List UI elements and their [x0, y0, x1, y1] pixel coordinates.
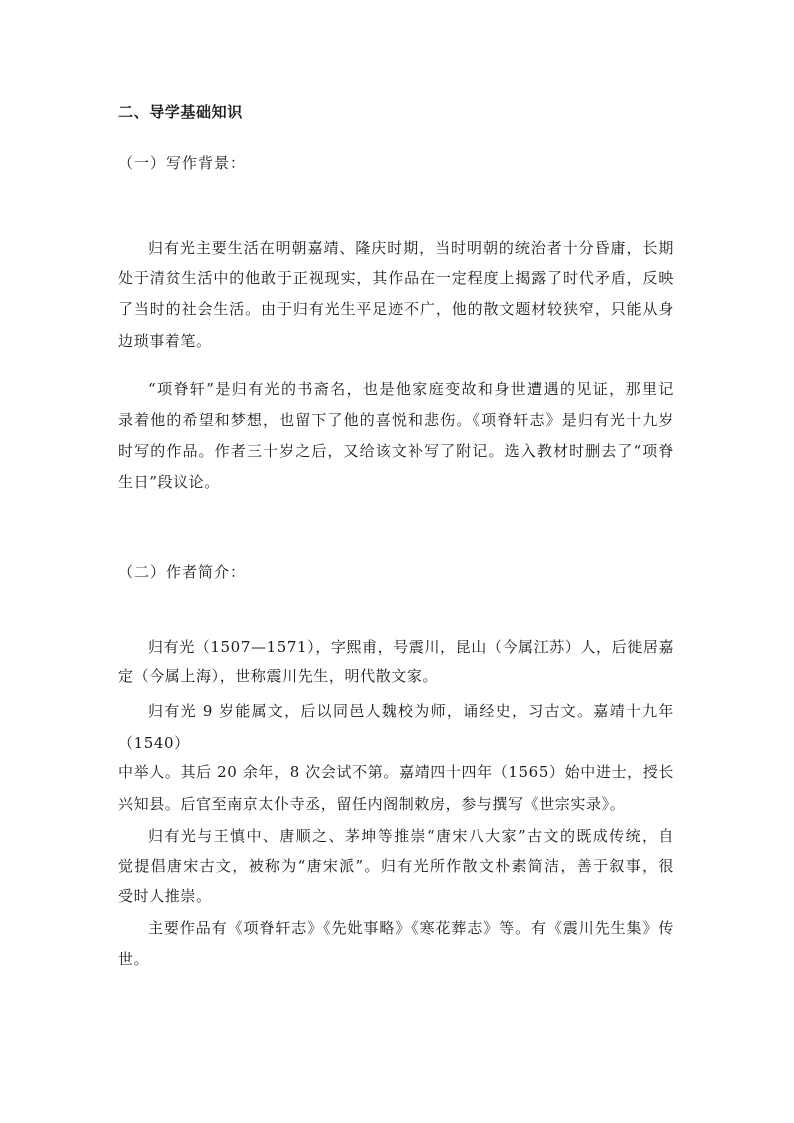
author-para2-line2: （1540）: [118, 734, 190, 752]
background-para1-line1: 归有光主要生活在明朝嘉靖、隆庆时期，当时明朝的统治者十分昏庸，长期: [148, 239, 674, 257]
background-para1-line4: 边琐事着笔。: [118, 332, 212, 350]
subsection-heading-author: （二）作者简介：: [118, 563, 247, 581]
background-para2-line4: 生日”段议论。: [118, 473, 220, 491]
section-heading: 二、导学基础知识: [118, 103, 243, 121]
author-para1-line1: 归有光（1507—1571），字熙甫，号震川，昆山（今属江苏）人，后徙居嘉: [148, 638, 675, 656]
subsection-heading-background: （一）写作背景：: [118, 154, 247, 172]
background-para2-line1: “项脊轩”是归有光的书斋名，也是他家庭变故和身世遭遇的见证，那里记: [148, 380, 674, 398]
author-para3-line1: 归有光与王慎中、唐顺之、茅坤等推崇“唐宋八大家”古文的既成传统，自: [148, 827, 674, 845]
author-para2-line4: 兴知县。后官至南京太仆寺丞，留任内阁制敕房，参与撰写《世宗实录》。: [118, 795, 626, 813]
author-para3-line3: 受时人推崇。: [118, 887, 212, 905]
author-para1-line2: 定（今属上海），世称震川先生，明代散文家。: [118, 667, 439, 685]
background-para1-line3: 了当时的社会生活。由于归有光生平足迹不广，他的散文题材较狭窄，只能从身: [118, 300, 674, 318]
background-para2-line3: 时写的作品。作者三十岁之后，又给该文补写了附记。选入教材时删去了“项脊: [118, 442, 674, 460]
background-para2-line2: 录着他的希望和梦想，也留下了他的喜悦和悲伤。《项脊轩志》是归有光十九岁: [118, 411, 674, 429]
author-para4-line2: 世。: [118, 950, 150, 968]
author-para2-line1: 归有光 9 岁能属文，后以同邑人魏校为师，诵经史，习古文。嘉靖十九年: [148, 702, 674, 720]
background-para1-line2: 处于清贫生活中的他敢于正视现实，其作品在一定程度上揭露了时代矛盾，反映: [118, 269, 674, 287]
author-para2-line3: 中举人。其后 20 余年，8 次会试不第。嘉靖四十四年（1565）始中进士，授长: [118, 763, 674, 781]
author-para4-line1: 主要作品有《项脊轩志》《先妣事略》《寒花葬志》等。有《震川先生集》传: [148, 919, 674, 937]
author-para3-line2: 觉提倡唐宋古文，被称为“唐宋派”。归有光所作散文朴素简洁，善于叙事，很: [118, 857, 674, 875]
